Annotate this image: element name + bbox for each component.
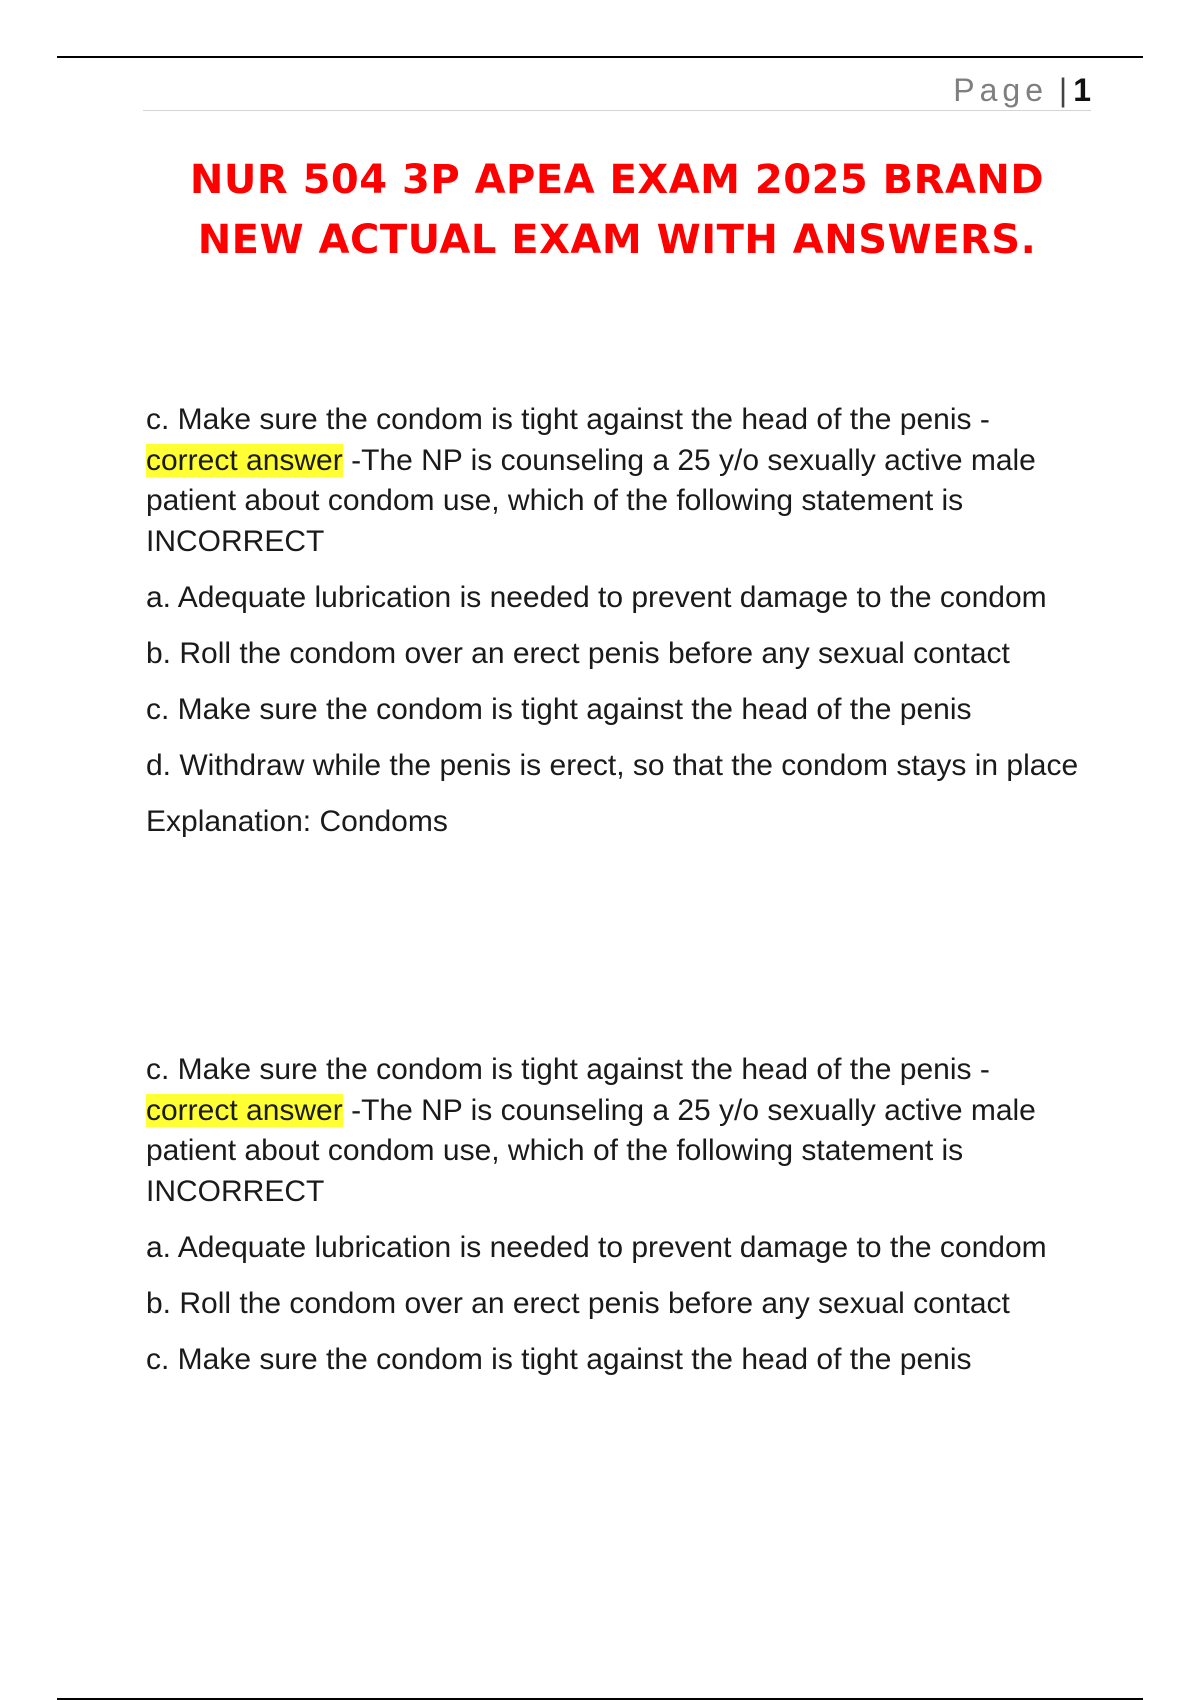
option-b: b. Roll the condom over an erect penis before any sexual contact <box>146 1287 1010 1320</box>
explanation: Explanation: Condoms <box>146 805 448 838</box>
option-a: a. Adequate lubrication is needed to prevent damage to the condom <box>146 581 1047 614</box>
answer-text: c. Make sure the condom is tight against the head of the penis - <box>146 403 990 436</box>
top-rule <box>57 56 1143 58</box>
title-line-2: NEW ACTUAL EXAM WITH ANSWERS. <box>197 217 1037 263</box>
question-stem <box>146 1050 1094 1212</box>
page-separator: | <box>1058 72 1068 108</box>
option-d: d. Withdraw while the penis is erect, so that the condom stays in place <box>146 749 1079 782</box>
title-line-1: NUR 504 3P APEA EXAM 2025 BRAND <box>189 157 1045 203</box>
page-number: 1 <box>1073 72 1091 108</box>
question-block-1 <box>146 400 1094 842</box>
page-label: Page <box>953 72 1048 108</box>
option-a: a. Adequate lubrication is needed to prevent damage to the condom <box>146 1231 1047 1264</box>
page-header <box>143 70 1091 111</box>
option-c: c. Make sure the condom is tight against the head of the penis <box>146 1343 972 1376</box>
question-stem <box>146 400 1094 562</box>
correct-answer-highlight: correct answer <box>146 443 343 477</box>
option-b: b. Roll the condom over an erect penis before any sexual contact <box>146 637 1010 670</box>
document-title <box>130 150 1104 270</box>
question-text: -The NP is counseling a 25 y/o sexually active male patient about condom use, which of the following statement is INCORRECT <box>146 443 1036 558</box>
option-c: c. Make sure the condom is tight against the head of the penis <box>146 693 972 726</box>
question-text: -The NP is counseling a 25 y/o sexually active male patient about condom use, which of the following statement is INCORRECT <box>146 1093 1036 1208</box>
question-block-2 <box>146 1050 1094 1380</box>
correct-answer-highlight: correct answer <box>146 1093 343 1127</box>
answer-text: c. Make sure the condom is tight against the head of the penis - <box>146 1053 990 1086</box>
